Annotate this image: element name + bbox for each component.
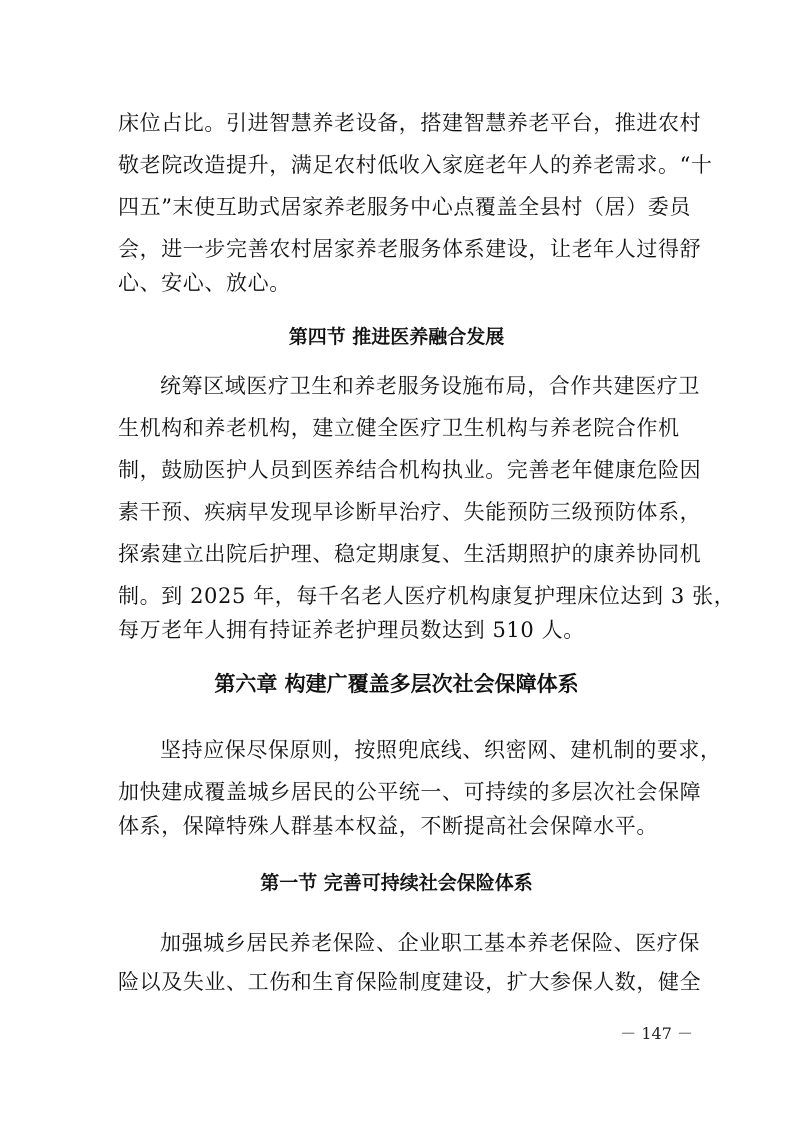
paragraph-line: 险以及失业、工伤和生育保险制度建设，扩大参保人数，健全 (118, 970, 702, 994)
paragraph-line: 四五”末使互助式居家养老服务中心点覆盖全县村（居）委员 (118, 195, 691, 219)
section-heading: 第一节 完善可持续社会保险体系 (260, 872, 533, 894)
paragraph-line: 统筹区域医疗卫生和养老服务设施布局，合作共建医疗卫 (160, 374, 700, 398)
paragraph-line: 会，进一步完善农村居家养老服务体系建设，让老年人过得舒 (118, 237, 702, 261)
paragraph-line: 坚持应保尽保原则，按照兜底线、织密网、建机制的要求， (160, 738, 722, 762)
paragraph-line: 制。到 2025 年，每千名老人医疗机构康复护理床位达到 3 张， (118, 584, 736, 608)
section-heading: 第四节 推进医养融合发展 (288, 326, 505, 348)
paragraph-line: 素干预、疾病早发现早诊断早治疗、失能预防三级预防体系， (118, 500, 702, 524)
paragraph-line: 心、安心、放心。 (118, 271, 291, 295)
paragraph-line: 制，鼓励医护人员到医养结合机构执业。完善老年健康危险因 (118, 458, 702, 482)
paragraph-line: 敬老院改造提升，满足农村低收入家庭老年人的养老需求。“十 (118, 153, 713, 177)
page-number: － 147 － (620, 1024, 693, 1043)
paragraph-line: 加快建成覆盖城乡居民的公平统一、可持续的多层次社会保障 (118, 780, 702, 804)
chapter-heading: 第六章 构建广覆盖多层次社会保障体系 (214, 672, 579, 696)
paragraph-line: 床位占比。引进智慧养老设备，搭建智慧养老平台，推进农村 (118, 111, 702, 135)
paragraph-line: 探索建立出院后护理、稳定期康复、生活期照护的康养协同机 (118, 542, 702, 566)
paragraph-line: 每万老年人拥有持证养老护理员数达到 510 人。 (118, 618, 585, 642)
paragraph-line: 生机构和养老机构，建立健全医疗卫生机构与养老院合作机 (118, 416, 680, 440)
paragraph-line: 体系，保障特殊人群基本权益，不断提高社会保障水平。 (118, 814, 658, 838)
paragraph-line: 加强城乡居民养老保险、企业职工基本养老保险、医疗保 (160, 931, 700, 955)
